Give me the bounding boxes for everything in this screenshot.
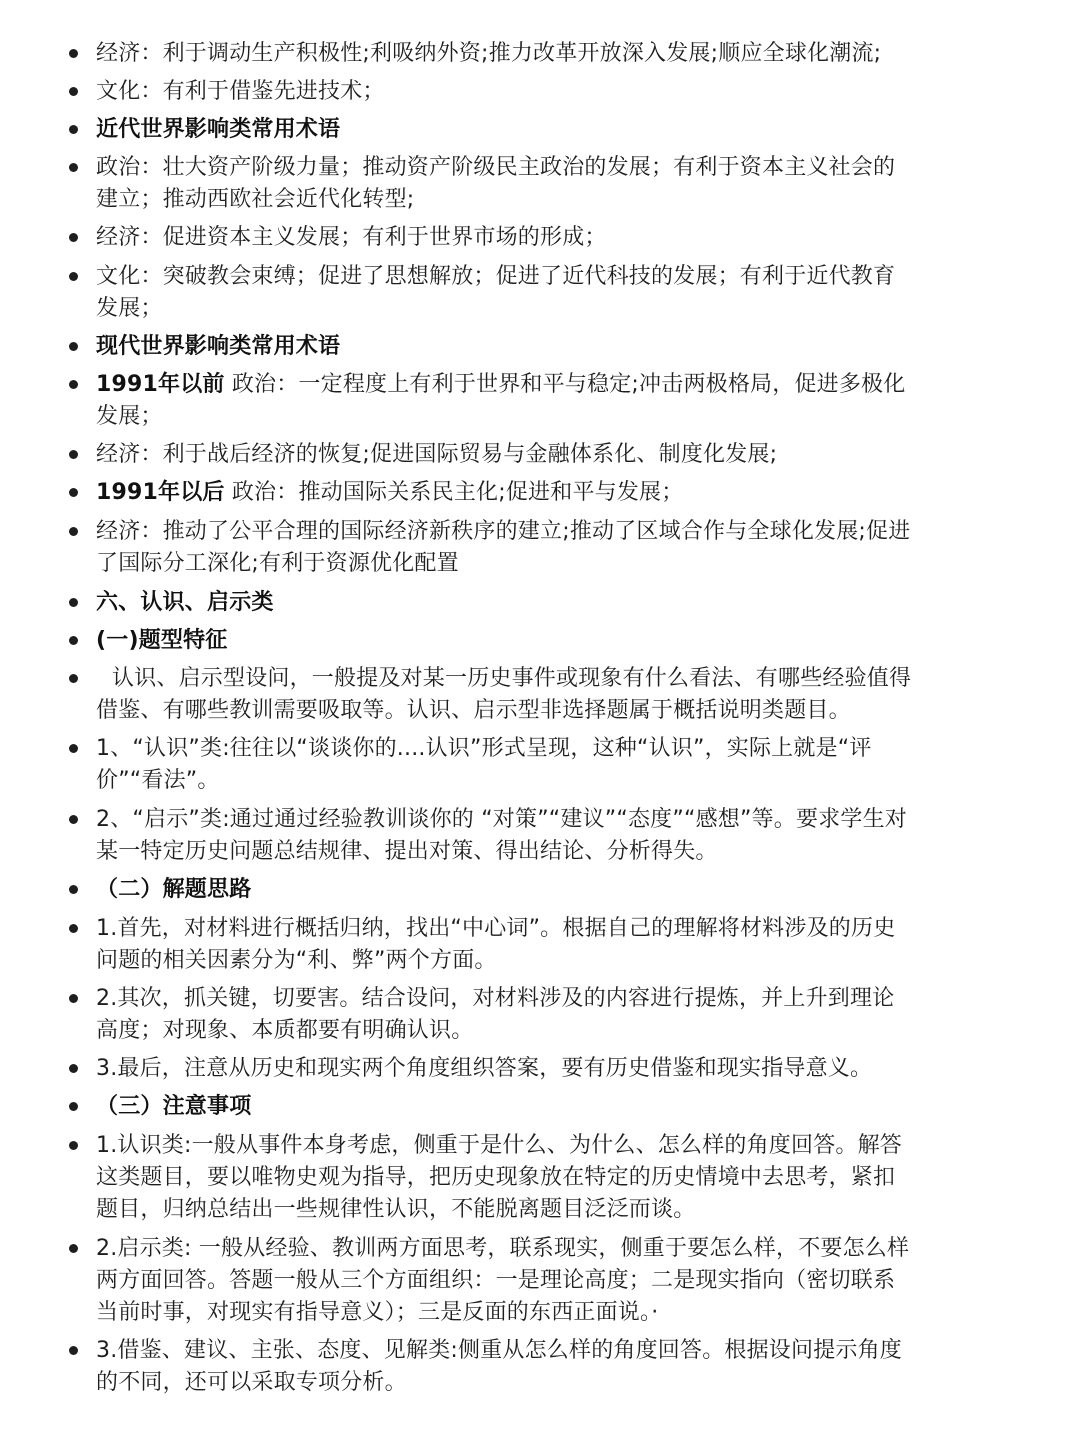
heading-text: 六、认识、启示类	[96, 590, 274, 615]
bullet-icon	[69, 380, 78, 389]
item-lead: 1991年以后	[96, 480, 225, 505]
item-text: 政治：壮大资产阶级力量；推动资产阶级民主政治的发展；有利于资本主义社会的建立；推动西欧社会近代化转型;	[96, 155, 896, 212]
item-text: 1、“认识”类:往往以“谈谈你的....认识”形式呈现，这种“认识”，实际上就是“评价”“看法”。	[96, 736, 872, 793]
item-text: 经济：利于调动生产积极性;利吸纳外资;推力改革开放深入发展;顺应全球化潮流;	[96, 41, 882, 66]
item-text: 经济：促进资本主义发展；有利于世界市场的形成；	[96, 225, 607, 250]
heading-text: (一)题型特征	[96, 628, 228, 653]
bullet-icon	[69, 342, 78, 351]
bullet-icon	[69, 527, 78, 536]
bullet-icon	[69, 272, 78, 281]
list-item	[96, 733, 916, 797]
bullet-icon	[69, 233, 78, 242]
bullet-icon	[69, 815, 78, 824]
subsection-heading	[96, 874, 916, 906]
bullet-icon	[69, 125, 78, 134]
item-text: 文化：有利于借鉴先进技术；	[96, 79, 385, 104]
item-text: 认识、启示型设问，一般提及对某一历史事件或现象有什么看法、有哪些经验值得借鉴、有哪些教训需要吸取等。认识、启示型非选择题属于概括说明类题目。	[96, 666, 912, 723]
list-item	[96, 222, 916, 254]
subsection-heading	[96, 1091, 916, 1123]
section-heading	[96, 114, 916, 146]
bullet-icon	[69, 598, 78, 607]
item-text: 2.启示类: 一般从经验、教训两方面思考，联系现实，侧重于要怎么样，不要怎么样两方面回答。答题一般从三个方面组织：一是理论高度；二是现实指向（密切联系当前时事，对现实有指导意义）；三是反面的东西正面说。·	[96, 1236, 910, 1325]
list-item	[96, 439, 916, 471]
list-item	[96, 663, 916, 727]
bullet-icon	[69, 924, 78, 933]
subsection-heading	[96, 625, 916, 657]
bullet-icon	[69, 87, 78, 96]
bullet-icon	[69, 1102, 78, 1111]
list-item	[96, 477, 916, 509]
item-text: 1.首先，对材料进行概括归纳，找出“中心词”。根据自己的理解将材料涉及的历史问题的相关因素分为“利、弊”两个方面。	[96, 916, 896, 973]
list-item	[96, 1233, 916, 1329]
bullet-icon	[69, 636, 78, 645]
bullet-icon	[69, 885, 78, 894]
item-text: 政治：一定程度上有利于世界和平与稳定;冲击两极格局，促进多极化发展；	[96, 372, 906, 429]
bullet-icon	[69, 674, 78, 683]
bullet-icon	[69, 1346, 78, 1355]
item-text: 2、“启示”类:通过通过经验教训谈你的 “对策”“建议”“态度”“感想”等。要求学生对某一特定历史问题总结规律、提出对策、得出结论、分析得失。	[96, 807, 907, 864]
bullet-icon	[69, 744, 78, 753]
list-item	[96, 1335, 916, 1399]
section-heading	[96, 331, 916, 363]
bullet-icon	[69, 994, 78, 1003]
heading-text: （三）注意事项	[96, 1094, 252, 1119]
item-text: 3.借鉴、建议、主张、态度、见解类:侧重从怎么样的角度回答。根据设问提示角度的不同，还可以采取专项分析。	[96, 1338, 903, 1395]
heading-text: （二）解题思路	[96, 877, 252, 902]
list-item	[96, 369, 916, 433]
bullet-icon	[69, 49, 78, 58]
bullet-icon	[69, 163, 78, 172]
item-lead: 1991年以前	[96, 372, 225, 397]
list-item	[96, 152, 916, 216]
item-text: 政治：推动国际关系民主化;促进和平与发展；	[224, 480, 684, 505]
list-item	[96, 76, 916, 108]
item-text: 1.认识类:一般从事件本身考虑，侧重于是什么、为什么、怎么样的角度回答。解答这类题目，要以唯物史观为指导，把历史现象放在特定的历史情境中去思考，紧扣题目，归纳总结出一些规律性认识，不能脱离题目泛泛而谈。	[96, 1133, 903, 1222]
item-text: 2.其次，抓关键，切要害。结合设问，对材料涉及的内容进行提炼，并上升到理论高度；对现象、本质都要有明确认识。	[96, 986, 895, 1043]
item-text: 文化：突破教会束缚；促进了思想解放；促进了近代科技的发展；有利于近代教育发展；	[96, 264, 896, 321]
item-text: 3.最后，注意从历史和现实两个角度组织答案，要有历史借鉴和现实指导意义。	[96, 1056, 873, 1081]
bullet-icon	[69, 1244, 78, 1253]
bullet-icon	[69, 1064, 78, 1073]
section-heading	[96, 587, 916, 619]
list-item	[96, 261, 916, 325]
bullet-icon	[69, 1141, 78, 1150]
list-item	[96, 1053, 916, 1085]
list-item	[96, 913, 916, 977]
heading-text: 近代世界影响类常用术语	[96, 117, 341, 142]
list-item	[96, 1130, 916, 1226]
item-text: 经济：推动了公平合理的国际经济新秩序的建立;推动了区域合作与全球化发展;促进了国际分工深化;有利于资源优化配置	[96, 519, 911, 576]
heading-text: 现代世界影响类常用术语	[96, 334, 341, 359]
item-text: 经济：利于战后经济的恢复;促进国际贸易与金融体系化、制度化发展;	[96, 442, 778, 467]
list-item	[96, 983, 916, 1047]
bullet-icon	[69, 450, 78, 459]
list-item	[96, 804, 916, 868]
list-item	[96, 516, 916, 580]
list-item	[96, 38, 916, 70]
bullet-icon	[69, 488, 78, 497]
